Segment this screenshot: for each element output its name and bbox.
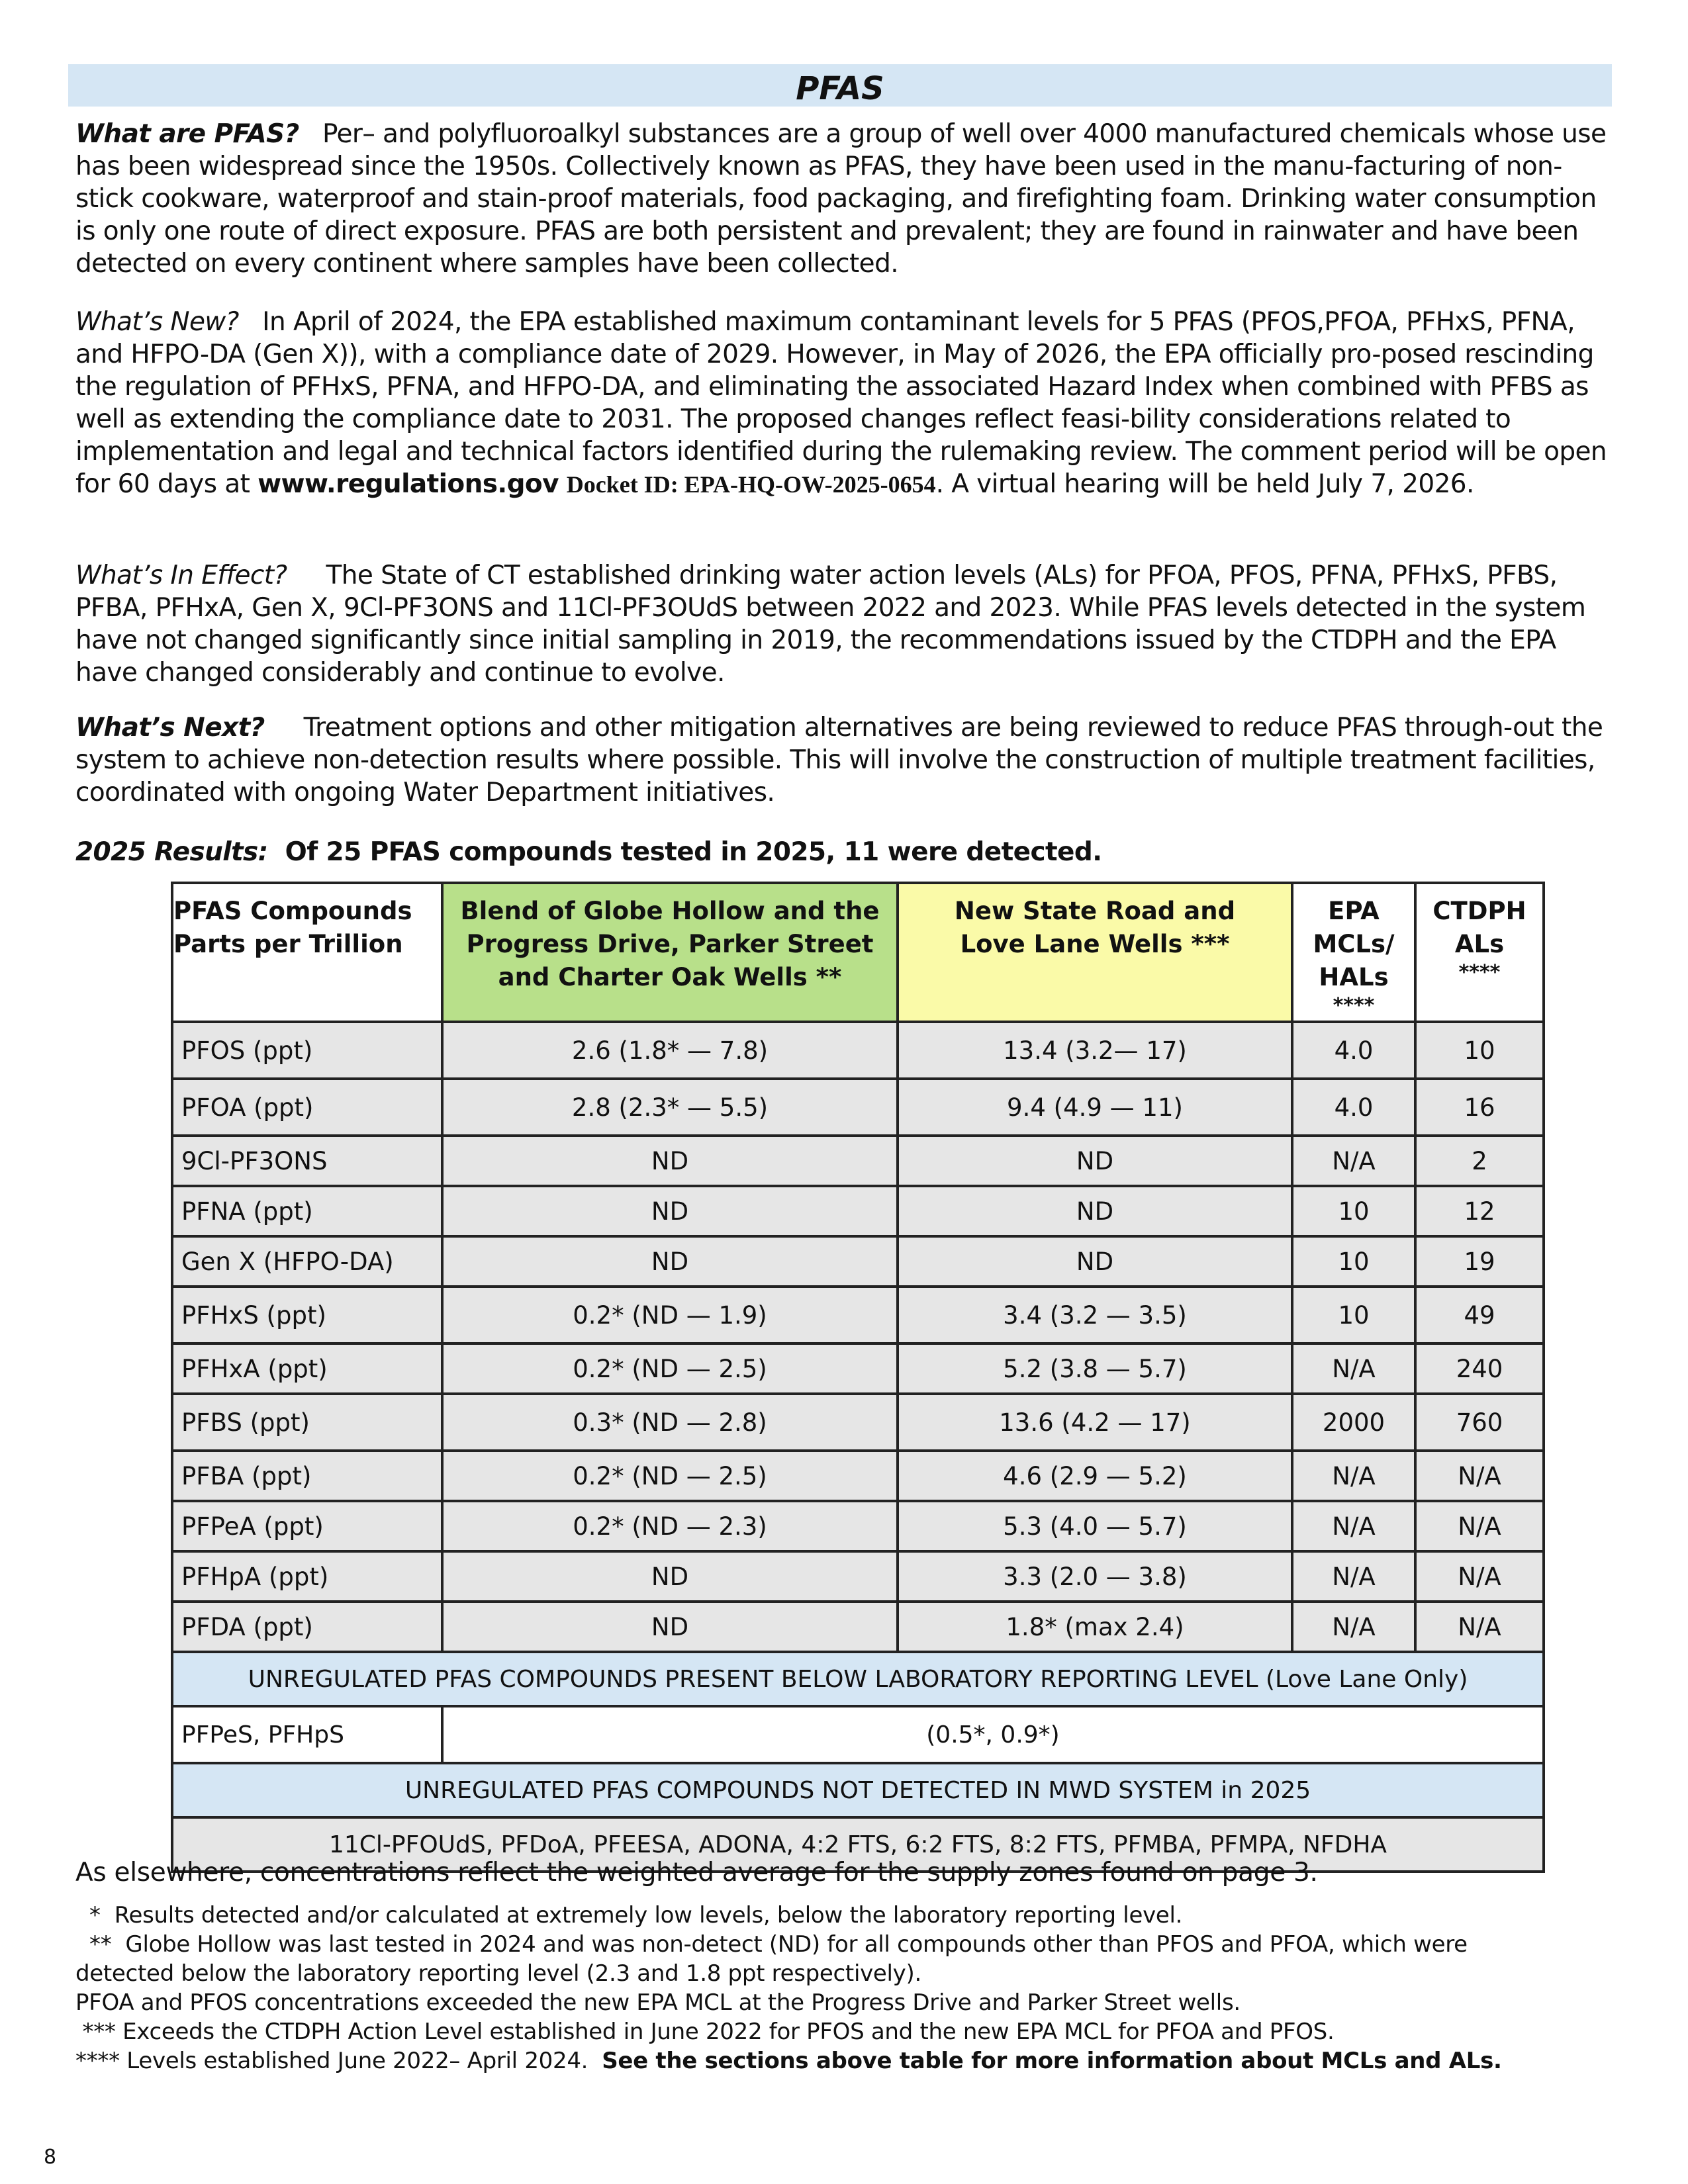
cell-compound: Gen X (HFPO-DA) <box>172 1236 442 1287</box>
title-banner <box>68 64 1612 107</box>
cell-newstate: 3.3 (2.0 — 3.8) <box>898 1551 1292 1602</box>
header-ctdph-line2: ALs <box>1454 930 1505 958</box>
table-header-row <box>172 883 1544 1022</box>
cell-epa: N/A <box>1292 1136 1415 1186</box>
cell-blend: 2.6 (1.8* — 7.8) <box>442 1022 898 1079</box>
results-lead: 2025 Results: <box>75 837 268 867</box>
table-row <box>172 1136 1544 1186</box>
cell-epa: 10 <box>1292 1236 1415 1287</box>
table-row <box>172 1451 1544 1501</box>
cell-blend: 0.2* (ND — 2.5) <box>442 1451 898 1501</box>
cell-ctdph: 49 <box>1415 1287 1544 1343</box>
unregulated-below-band <box>172 1652 1544 1706</box>
page-title: PFAS <box>796 70 884 107</box>
footnotes <box>75 1901 1611 2075</box>
cell-epa: 10 <box>1292 1287 1415 1343</box>
table-row <box>172 1551 1544 1602</box>
section-whats-new <box>75 306 1611 501</box>
header-ctdph-stars: **** <box>1458 961 1501 984</box>
footnote-5 <box>75 2046 1611 2075</box>
cell-compound: PFBA (ppt) <box>172 1451 442 1501</box>
section-lead: What are PFAS? <box>75 119 299 149</box>
cell-newstate: 5.2 (3.8 — 5.7) <box>898 1343 1292 1394</box>
cell-blend: ND <box>442 1602 898 1652</box>
cell-newstate: ND <box>898 1236 1292 1287</box>
footnote-5-text: **** Levels established June 2022– April 2024. <box>75 2048 588 2074</box>
header-ctdph <box>1415 883 1544 1022</box>
table-row <box>172 1022 1544 1079</box>
section-lead: What’s New? <box>75 307 239 337</box>
section-whats-next <box>75 711 1611 809</box>
cell-ctdph: 19 <box>1415 1236 1544 1287</box>
cell-epa: N/A <box>1292 1602 1415 1652</box>
weighted-average-note: As elsewhere, concentrations reflect the weighted average for the supply zones found on page 3. <box>75 1858 1318 1888</box>
cell-blend: 0.2* (ND — 2.3) <box>442 1501 898 1551</box>
cell-blend: ND <box>442 1186 898 1236</box>
header-compound-line2: Parts per Trillion <box>173 930 403 958</box>
footnote-5-bold: See the sections above table for more information about MCLs and ALs. <box>602 2048 1502 2074</box>
cell-compound: PFHpA (ppt) <box>172 1551 442 1602</box>
header-compound <box>172 883 442 1022</box>
cell-epa: N/A <box>1292 1501 1415 1551</box>
cell-compound: PFPeA (ppt) <box>172 1501 442 1551</box>
footnote-3: PFOA and PFOS concentrations exceeded the new EPA MCL at the Progress Drive and Parker Street wells. <box>75 1989 1241 2016</box>
cell-epa: N/A <box>1292 1451 1415 1501</box>
cell-newstate: 3.4 (3.2 — 3.5) <box>898 1287 1292 1343</box>
cell-newstate: ND <box>898 1186 1292 1236</box>
docket-id: Docket ID: EPA-HQ-OW-2025-0654 <box>566 471 936 498</box>
cell-epa: 2000 <box>1292 1394 1415 1451</box>
cell-epa: N/A <box>1292 1551 1415 1602</box>
footnote-2a: ** Globe Hollow was last tested in 2024 and was non-detect (ND) for all compounds other than PFOS and PFOA, which were <box>75 1931 1468 1958</box>
cell-blend: ND <box>442 1236 898 1287</box>
pfas-results-table <box>171 882 1545 1873</box>
section-text: Per– and polyfluoroalkyl substances are a group of well over 4000 manufactured chemicals whose use has been widespread since the 1950s. Collectively known as PFAS, they have been used in the manu-facturing of non-stick cookware, waterproof and stain-proof materials, food packaging, and firefighting foam. Drinking water consumption is only one route of direct exposure. PFAS are both persistent and prevalent; they are found in rainwater and have been detected on every continent where samples have been collected. <box>75 119 1607 279</box>
table-row <box>172 1287 1544 1343</box>
header-blend-wells <box>442 883 898 1022</box>
section-tail: . A virtual hearing will be held July 7, 2026. <box>935 469 1474 499</box>
cell-epa: 4.0 <box>1292 1079 1415 1136</box>
cell-newstate: 13.4 (3.2— 17) <box>898 1022 1292 1079</box>
nd-compound-list: 11Cl-PFOUdS, PFDoA, PFEESA, ADONA, 4:2 FTS, 6:2 FTS, 8:2 FTS, PFMBA, PFMPA, NFDHA <box>172 1817 1544 1872</box>
cell-ctdph: N/A <box>1415 1602 1544 1652</box>
section-whats-in-effect <box>75 559 1611 689</box>
cell-compound: PFDA (ppt) <box>172 1602 442 1652</box>
table-row <box>172 1236 1544 1287</box>
cell-newstate: 9.4 (4.9 — 11) <box>898 1079 1292 1136</box>
cell-blend: 0.2* (ND — 1.9) <box>442 1287 898 1343</box>
cell-newstate: 4.6 (2.9 — 5.2) <box>898 1451 1292 1501</box>
header-newstate-wells <box>898 883 1292 1022</box>
cell-blend: ND <box>442 1136 898 1186</box>
section-what-are-pfas <box>75 118 1611 280</box>
cell-ctdph: 16 <box>1415 1079 1544 1136</box>
section-text: Treatment options and other mitigation alternatives are being reviewed to reduce PFAS through-out the system to achieve non-detection results where possible. This will involve the construction of multiple treatment facilities, coordinated with ongoing Water Department initiatives. <box>75 713 1603 807</box>
cell-epa: 10 <box>1292 1186 1415 1236</box>
cell-newstate: ND <box>898 1136 1292 1186</box>
cell-ctdph: 240 <box>1415 1343 1544 1394</box>
below-level-values: (0.5*, 0.9*) <box>442 1706 1544 1763</box>
cell-compound: 9Cl-PF3ONS <box>172 1136 442 1186</box>
table-row <box>172 1186 1544 1236</box>
page-number: 8 <box>44 2146 57 2169</box>
cell-ctdph: 760 <box>1415 1394 1544 1451</box>
results-heading <box>75 836 1611 868</box>
footnote-2b: detected below the laboratory reporting level (2.3 and 1.8 ppt respectively). <box>75 1960 921 1987</box>
table-row <box>172 1343 1544 1394</box>
cell-compound: PFHxS (ppt) <box>172 1287 442 1343</box>
regulations-link[interactable]: www.regulations.gov <box>258 469 559 499</box>
header-epa <box>1292 883 1415 1022</box>
below-level-row <box>172 1706 1544 1763</box>
table-row <box>172 1602 1544 1652</box>
section-lead: What’s Next? <box>75 713 265 743</box>
header-compound-line1: PFAS Compounds <box>173 897 412 925</box>
header-ctdph-line1: CTDPH <box>1432 897 1526 925</box>
footnote-1: * Results detected and/or calculated at extremely low levels, below the laboratory reporting level. <box>75 1902 1183 1929</box>
cell-newstate: 1.8* (max 2.4) <box>898 1602 1292 1652</box>
cell-compound: PFOS (ppt) <box>172 1022 442 1079</box>
section-text: In April of 2024, the EPA established maximum contaminant levels for 5 PFAS (PFOS,PFOA, PFHxS, PFNA, and HFPO-DA (Gen X)), with a compliance date of 2029. However, in May of 2026, the EPA officially pro-posed rescinding the regulation of PFHxS, PFNA, and HFPO-DA, and eliminating the associated Hazard Index when combined with PFBS as well as extending the compliance date to 2031. The proposed changes reflect feasi-bility considerations related to implementation and legal and technical factors identified during the rulemaking review. The comment period will be open for 60 days at <box>75 307 1607 499</box>
unregulated-nd-heading: UNREGULATED PFAS COMPOUNDS NOT DETECTED IN MWD SYSTEM in 2025 <box>172 1763 1544 1817</box>
section-text: The State of CT established drinking water action levels (ALs) for PFOA, PFOS, PFNA, PFHxS, PFBS, PFBA, PFHxA, Gen X, 9Cl-PF3ONS and 11Cl-PF3OUdS between 2022 and 2023. While PFAS levels detected in the system have not changed significantly since initial sampling in 2019, the recommendations issued by the CTDPH and the EPA have changed considerably and continue to evolve. <box>75 561 1586 688</box>
cell-blend: 0.3* (ND — 2.8) <box>442 1394 898 1451</box>
header-newstate-text: New State Road and Love Lane Wells *** <box>954 897 1236 958</box>
cell-ctdph: 2 <box>1415 1136 1544 1186</box>
section-lead: What’s In Effect? <box>75 561 287 590</box>
cell-epa: 4.0 <box>1292 1022 1415 1079</box>
unregulated-below-heading: UNREGULATED PFAS COMPOUNDS PRESENT BELOW LABORATORY REPORTING LEVEL (Love Lane Only) <box>172 1652 1544 1706</box>
cell-compound: PFOA (ppt) <box>172 1079 442 1136</box>
table-row <box>172 1394 1544 1451</box>
cell-ctdph: 12 <box>1415 1186 1544 1236</box>
cell-compound: PFBS (ppt) <box>172 1394 442 1451</box>
table-row <box>172 1079 1544 1136</box>
results-text: Of 25 PFAS compounds tested in 2025, 11 were detected. <box>285 837 1102 867</box>
cell-ctdph: N/A <box>1415 1451 1544 1501</box>
cell-blend: ND <box>442 1551 898 1602</box>
unregulated-nd-band <box>172 1763 1544 1817</box>
cell-ctdph: N/A <box>1415 1551 1544 1602</box>
below-level-compounds: PFPeS, PFHpS <box>172 1706 442 1763</box>
cell-compound: PFNA (ppt) <box>172 1186 442 1236</box>
cell-compound: PFHxA (ppt) <box>172 1343 442 1394</box>
footnote-4: *** Exceeds the CTDPH Action Level established in June 2022 for PFOS and the new EPA MCL for PFOA and PFOS. <box>75 2019 1335 2045</box>
header-epa-line3: HALs <box>1319 963 1389 991</box>
cell-newstate: 5.3 (4.0 — 5.7) <box>898 1501 1292 1551</box>
cell-ctdph: N/A <box>1415 1501 1544 1551</box>
cell-blend: 0.2* (ND — 2.5) <box>442 1343 898 1394</box>
table-row <box>172 1501 1544 1551</box>
header-epa-line2: MCLs/ <box>1313 930 1395 958</box>
header-epa-stars: **** <box>1333 994 1375 1017</box>
cell-epa: N/A <box>1292 1343 1415 1394</box>
cell-blend: 2.8 (2.3* — 5.5) <box>442 1079 898 1136</box>
cell-newstate: 13.6 (4.2 — 17) <box>898 1394 1292 1451</box>
cell-ctdph: 10 <box>1415 1022 1544 1079</box>
header-blend-text: Blend of Globe Hollow and the Progress Drive, Parker Street and Charter Oak Wells ** <box>460 897 880 991</box>
header-epa-line1: EPA <box>1328 897 1380 925</box>
